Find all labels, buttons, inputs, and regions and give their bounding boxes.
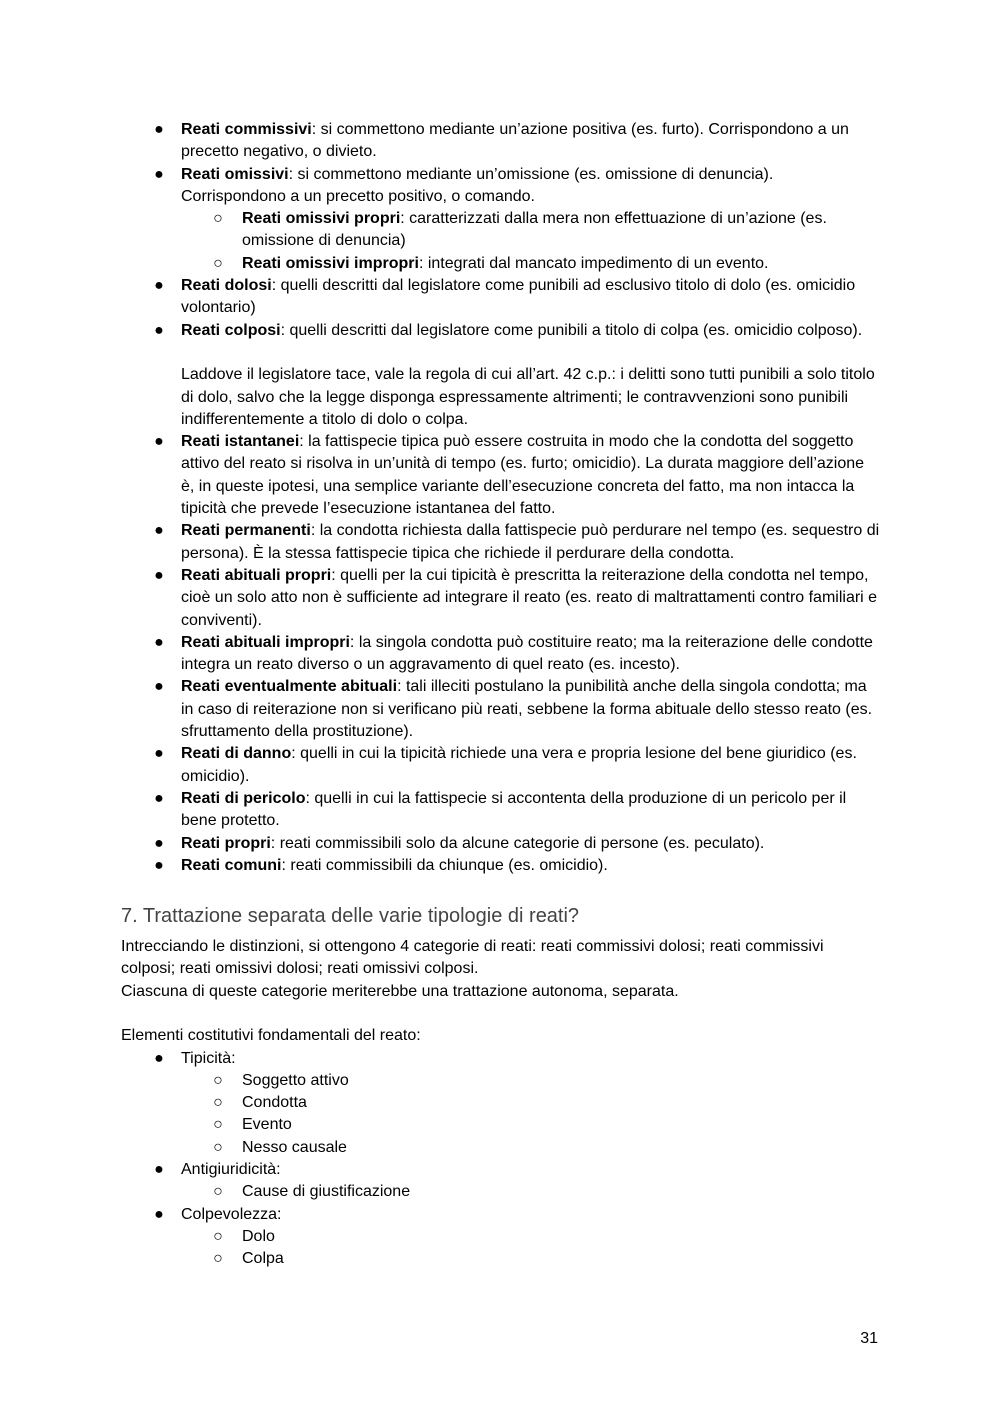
page-number: 31 [860,1330,878,1347]
spacer [121,342,881,364]
bullet-icon: ● [154,678,164,696]
bullet-icon: ● [154,277,164,295]
sublist-item [181,1248,881,1270]
list-item [121,320,881,342]
list-item-term: Reati di danno [181,745,292,763]
sublist [181,1070,881,1159]
list-item-text: : quelli in cui la fattispecie si accontenta della produzione di un pericolo per il bene protetto. [181,789,847,830]
sublist-item-text: Nesso causale [242,1138,347,1156]
list-item-term: Reati permanenti [181,522,311,540]
list-item [121,743,881,788]
list-item-text: : quelli descritti dal legislatore come punibili ad esclusivo titolo di dolo (es. omicidio volontario) [181,277,856,317]
list-item-term: Reati colposi [181,321,281,339]
sublist-item-text: Cause di giustificazione [242,1183,411,1201]
hollow-bullet-icon: ○ [213,210,223,228]
list-item-text: : quelli in cui la tipicità richiede una vera e propria lesione del bene giuridico (es. omicidio). [181,745,857,785]
sublist-item [181,253,881,275]
list-item-term: Reati comuni [181,856,282,874]
list-item [121,676,881,743]
list-item-text: : reati commissibili da chiunque (es. omicidio). [281,856,608,874]
hollow-bullet-icon: ○ [213,254,223,272]
bullet-icon: ● [154,633,164,651]
list-item-text: : tali illeciti postulano la punibilità anche della singola condotta; ma in caso di reiterazione non si verificano più reati, sebbene la forma abituale dello stesso reato (es. sfruttamento della prostituzione). [181,678,873,741]
sublist-item-text: Soggetto attivo [242,1071,349,1089]
elements-list [121,1048,881,1271]
list-item [121,119,881,164]
bullet-icon: ● [154,834,164,852]
list-item-label: Tipicità: [181,1049,236,1067]
list-item [121,1048,881,1159]
sublist-item [181,1137,881,1159]
list-item [121,565,881,632]
sublist-item [181,208,881,253]
sublist-item-text: Dolo [242,1227,275,1245]
paragraph: Ciascuna di queste categorie meriterebbe una trattazione autonoma, separata. [121,982,679,1000]
sublist-item-text: : caratterizzati dalla mera non effettuazione di un’azione (es. omissione di denuncia) [242,210,827,250]
paragraph: Intrecciando le distinzioni, si ottengono 4 categorie di reati: reati commissivi dolosi; reati commissivi colposi; reati omissivi dolosi; reati omissivi colposi. [121,938,824,978]
bullet-icon: ● [154,121,164,138]
spacer [121,1003,881,1025]
list-item-term: Reati abituali propri [181,566,332,584]
sublist [181,1181,881,1203]
list-item [121,632,881,677]
bullet-icon: ● [154,566,164,584]
list-item-label: Colpevolezza: [181,1205,282,1223]
bullet-icon: ● [154,1161,164,1179]
list-item [121,833,881,855]
bullet-icon: ● [154,1205,164,1223]
bullet-icon: ● [154,321,164,339]
list-item-text: : quelli per la cui tipicità è prescritta la reiterazione della condotta nel tempo, cioè un solo atto non è sufficiente ad integrare il reato (es. reato di maltrattamenti contro familiari e conviventi). [181,566,878,629]
list-item-text: : la fattispecie tipica può essere costruita in modo che la condotta del soggetto attivo del reato si risolva in un’unità di tempo (es. furto; omicidio). La durata maggiore dell’azione è, in queste ipotesi, una semplice variante dell’esecuzione concreta del fatto, ma non intacca la tipicità che prevede l’esecuzione istantanea del fatto. [181,433,865,518]
crime-types-list-bottom [121,431,881,877]
sublist [181,208,881,275]
sublist-item-term: Reati omissivi propri [242,210,401,228]
sublist-item-text: Condotta [242,1094,307,1112]
bullet-icon: ● [154,789,164,807]
sublist-item [181,1114,881,1136]
list-item-term: Reati istantanei [181,433,300,451]
list-item [121,855,881,877]
crime-types-list-top [121,119,881,342]
section-heading: 7. Trattazione separata delle varie tipologie di reati? [121,905,580,928]
sublist [181,1226,881,1271]
bullet-icon: ● [154,522,164,540]
hollow-bullet-icon: ○ [213,1250,223,1268]
list-item [121,1159,881,1204]
sublist-item [181,1181,881,1203]
bullet-icon: ● [154,745,164,763]
list-item-term: Reati abituali impropri [181,633,350,651]
sublist-item-text: : integrati dal mancato impedimento di un evento. [418,254,769,272]
bullet-icon: ● [154,165,164,183]
list-item [121,788,881,833]
list-item-term: Reati propri [181,834,271,852]
list-item-text: : la condotta richiesta dalla fattispecie può perdurare nel tempo (es. sequestro di persona). È la stessa fattispecie tipica che richiede il perdurare della condotta. [181,522,880,562]
page-content [121,119,881,1271]
bullet-icon: ● [154,1049,164,1067]
hollow-bullet-icon: ○ [213,1094,223,1112]
sublist-item [181,1226,881,1248]
list-item [121,431,881,520]
list-item-text: : la singola condotta può costituire reato; ma la reiterazione delle condotte integra un reato diverso o un aggravamento di quel reato (es. incesto). [181,633,873,674]
hollow-bullet-icon: ○ [213,1071,223,1089]
list-item-text: : reati commissibili solo da alcune categorie di persone (es. peculato). [270,834,765,852]
sublist-item [181,1092,881,1114]
list-item-text: : si commettono mediante un’azione positiva (es. furto). Corrispondono a un precetto negativo, o divieto. [181,121,849,161]
list-item-term: Reati dolosi [181,277,272,295]
list-item-term: Reati commissivi [181,121,312,138]
list-item-term: Reati di pericolo [181,789,306,807]
hollow-bullet-icon: ○ [213,1227,223,1245]
hollow-bullet-icon: ○ [213,1116,223,1134]
sublist-item-text: Evento [242,1116,292,1134]
list-item [121,275,881,320]
legal-note: Laddove il legislatore tace, vale la regola di cui all’art. 42 c.p.: i delitti sono tutti punibili a solo titolo di dolo, salvo che la legge disponga espressamente altrimenti; le contravvenzioni sono punibili indifferentemente a titolo di dolo o colpa. [181,366,875,428]
hollow-bullet-icon: ○ [213,1183,223,1201]
hollow-bullet-icon: ○ [213,1138,223,1156]
bullet-icon: ● [154,856,164,874]
sublist-item-text: Colpa [242,1250,284,1268]
list-item-term: Reati omissivi [181,165,289,183]
list-item-term: Reati eventualmente abituali [181,678,398,696]
list-item [121,1204,881,1271]
list-item [121,164,881,275]
list-item-text: : si commettono mediante un’omissione (es. omissione di denuncia). Corrispondono a un precetto positivo, o comando. [181,165,774,205]
list-item [121,520,881,565]
list-item-label: Antigiuridicità: [181,1161,281,1179]
list-item-text: : quelli descritti dal legislatore come punibili a titolo di colpa (es. omicidio colposo). [280,321,863,339]
bullet-icon: ● [154,433,164,451]
sublist-item-term: Reati omissivi impropri [242,254,419,272]
elements-intro: Elementi costitutivi fondamentali del reato: [121,1027,421,1045]
sublist-item [181,1070,881,1092]
